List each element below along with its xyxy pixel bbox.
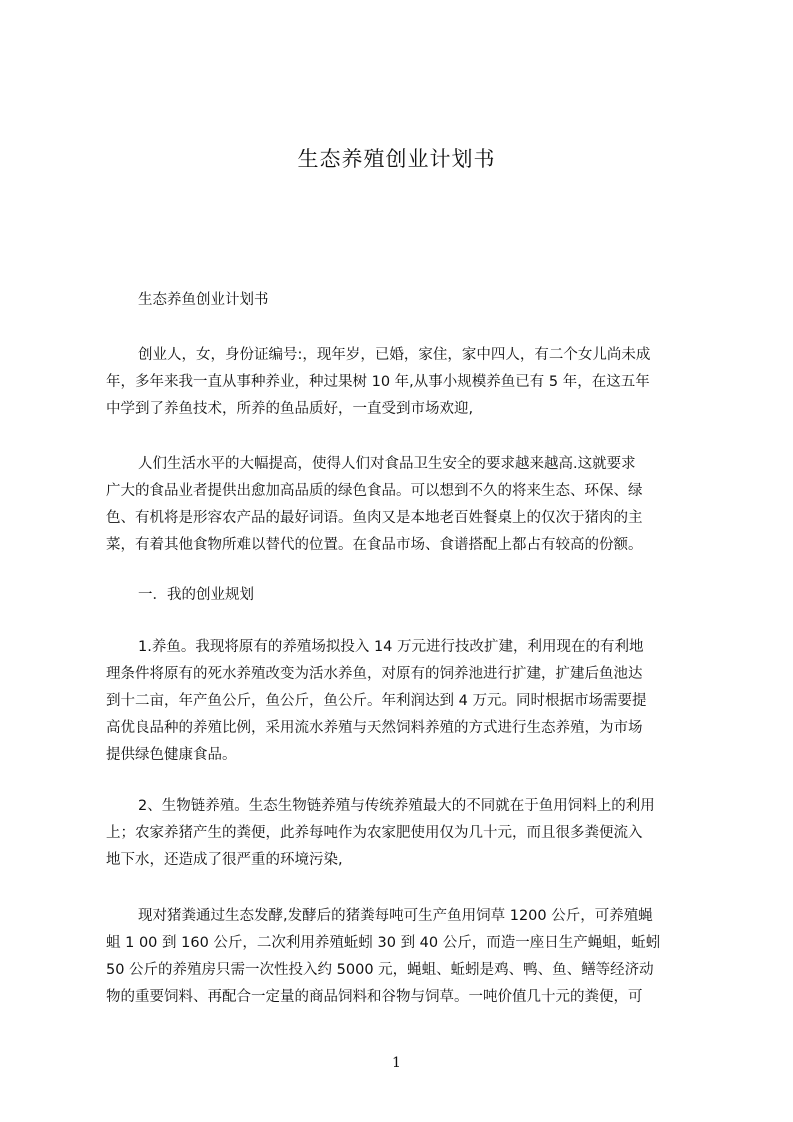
text-line: 理条件将原有的死水养殖改变为活水养鱼，对原有的饲养池进行扩建，扩建后鱼池达 — [106, 666, 643, 682]
text-line: 色、有机将是形容农产品的最好词语。鱼肉又是本地老百姓餐桌上的仅次于猪肉的主 — [106, 510, 643, 526]
document-title: 生态养殖创业计划书 — [297, 147, 496, 171]
subtitle-paragraph — [106, 287, 698, 314]
text-line: 现对猪粪通过生态发酵,发酵后的猪粪每吨可生产鱼用饲草 1200 公斤，可养殖蝇 — [138, 908, 653, 924]
intro-paragraph — [106, 342, 698, 423]
text-line: 上；农家养猪产生的粪便，此养每吨作为农家肥使用仅为几十元，而且很多粪便流入 — [106, 825, 643, 841]
background-paragraph — [106, 451, 698, 559]
text-line: 一．我的创业规划 — [138, 587, 254, 603]
text-line: 高优良品种的养殖比例，采用流水养殖与天然饲料养殖的方式进行生态养殖，为市场 — [106, 720, 643, 736]
section-heading — [106, 582, 698, 609]
text-line: 创业人，女，身份证编号:，现年岁，已婚，家住，家中四人，有二个女儿尚未成 — [138, 347, 651, 363]
page-number: 1 — [392, 1055, 401, 1071]
text-line: 生态养鱼创业计划书 — [138, 292, 269, 308]
text-line: 蛆 1 00 到 160 公斤，二次利用养殖蚯蚓 30 到 40 公斤，而造一座日生产蝇蛆，蚯蚓 — [106, 935, 661, 951]
text-line: 中学到了养鱼技术，所养的鱼品质好，一直受到市场欢迎, — [106, 401, 474, 417]
text-line: 到十二亩，年产鱼公斤，鱼公斤，鱼公斤。年利润达到 4 万元。同时根据市场需要提 — [106, 693, 647, 709]
bio-chain-paragraph — [106, 793, 698, 874]
text-line: 人们生活水平的大幅提高，使得人们对食品卫生安全的要求越来越高.这就要求 — [138, 456, 636, 472]
text-line: 年，多年来我一直从事种养业，种过果树 10 年,从事小规模养鱼已有 5 年，在这五年 — [106, 374, 650, 390]
fermentation-paragraph — [106, 903, 698, 1011]
text-line: 2、生物链养殖。生态生物链养殖与传统养殖最大的不同就在于鱼用饲料上的利用 — [138, 798, 655, 814]
text-line: 提供绿色健康食品。 — [106, 747, 237, 763]
text-line: 广大的食品业者提供出愈加高品质的绿色食品。可以想到不久的将来生态、环保、绿 — [106, 483, 643, 499]
text-line: 物的重要饲料、再配合一定量的商品饲料和谷物与饲草。一吨价值几十元的粪便，可 — [106, 989, 643, 1005]
fish-farming-paragraph — [106, 634, 698, 769]
text-line: 地下水，还造成了很严重的环境污染, — [106, 852, 343, 868]
text-line: 50 公斤的养殖房只需一次性投入约 5000 元，蝇蛆、蚯蚓是鸡、鸭、鱼、鳝等经济动 — [106, 962, 654, 978]
text-line: 菜，有着其他食物所难以替代的位置。在食品市场、食谱搭配上都占有较高的份额。 — [106, 537, 643, 553]
text-line: 1.养鱼。我现将原有的养殖场拟投入 14 万元进行技改扩建，利用现在的有利地 — [138, 639, 644, 655]
